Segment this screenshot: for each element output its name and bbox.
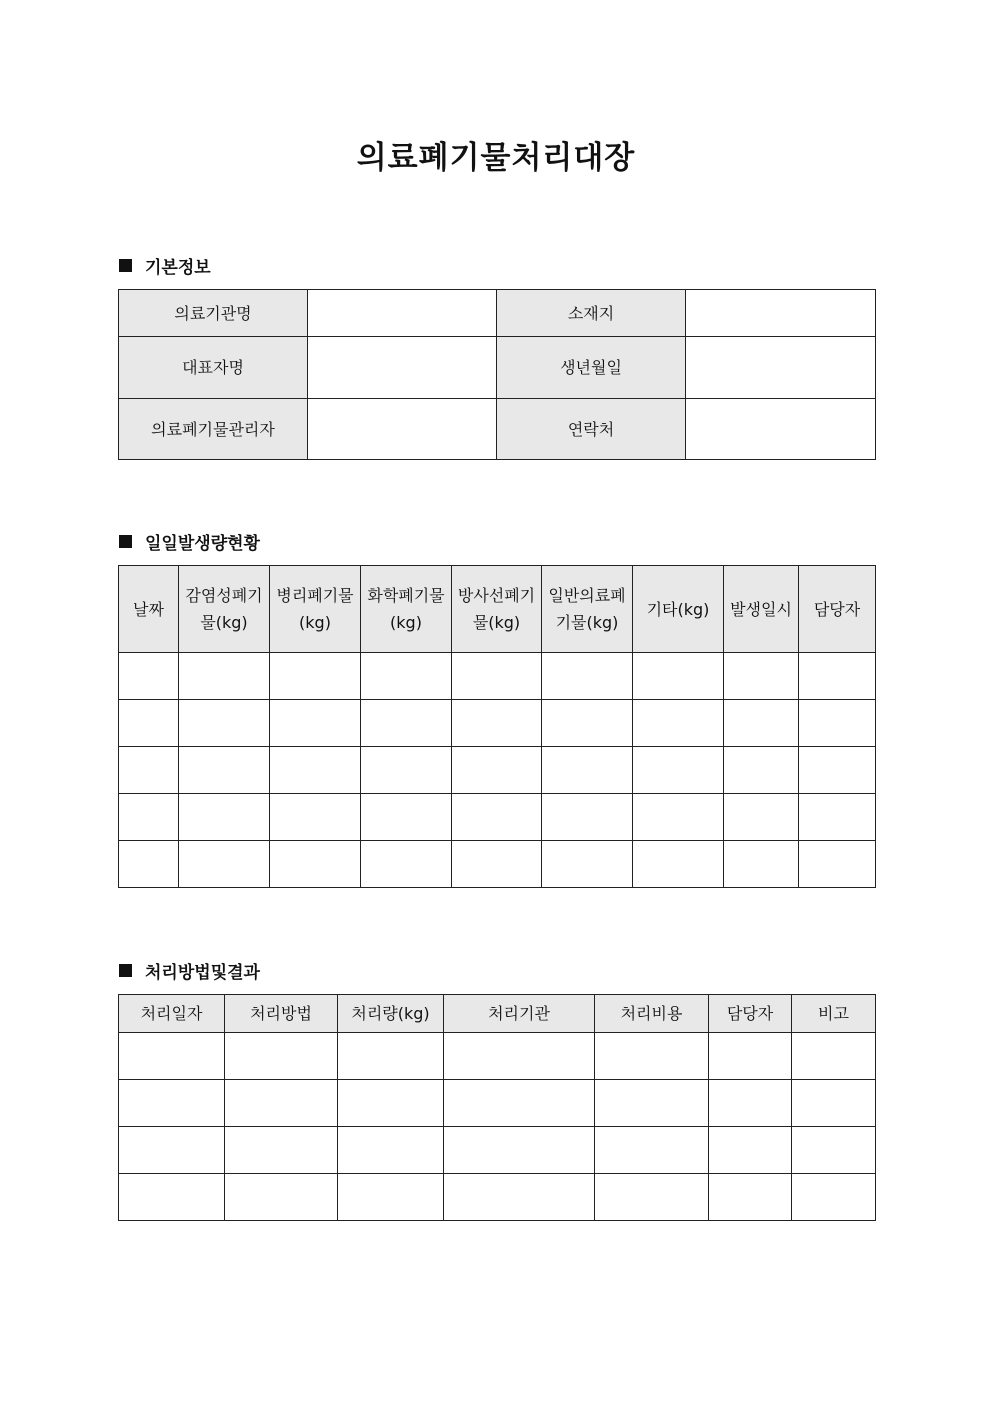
daily-table-body bbox=[119, 653, 876, 888]
contact-field[interactable] bbox=[686, 399, 876, 460]
table-row bbox=[119, 700, 876, 747]
column-header: 담당자 bbox=[709, 995, 792, 1033]
table-cell[interactable] bbox=[361, 841, 452, 888]
table-cell[interactable] bbox=[542, 747, 633, 794]
label-contact: 연락처 bbox=[497, 399, 686, 460]
label-birth-date: 생년월일 bbox=[497, 337, 686, 399]
table-cell[interactable] bbox=[270, 794, 361, 841]
table-cell[interactable] bbox=[724, 700, 799, 747]
table-cell[interactable] bbox=[270, 700, 361, 747]
section-heading-label: 처리방법및결과 bbox=[145, 962, 260, 983]
table-cell[interactable] bbox=[633, 794, 724, 841]
black-square-icon bbox=[119, 535, 132, 548]
table-cell[interactable] bbox=[595, 1080, 709, 1127]
table-cell[interactable] bbox=[452, 653, 542, 700]
table-cell[interactable] bbox=[338, 1127, 444, 1174]
section-heading-label: 기본정보 bbox=[145, 257, 211, 278]
table-cell[interactable] bbox=[179, 700, 270, 747]
table-cell[interactable] bbox=[633, 653, 724, 700]
table-row bbox=[119, 399, 876, 460]
table-cell[interactable] bbox=[270, 747, 361, 794]
column-header: 병리폐기물(kg) bbox=[270, 566, 361, 653]
table-cell[interactable] bbox=[119, 1127, 225, 1174]
table-cell[interactable] bbox=[338, 1080, 444, 1127]
table-row bbox=[119, 337, 876, 399]
table-cell[interactable] bbox=[633, 841, 724, 888]
column-header: 화학폐기물(kg) bbox=[361, 566, 452, 653]
table-cell[interactable] bbox=[444, 1127, 595, 1174]
table-cell[interactable] bbox=[595, 1033, 709, 1080]
table-cell[interactable] bbox=[799, 841, 876, 888]
section-heading-processing bbox=[119, 958, 260, 982]
label-representative-name: 대표자명 bbox=[119, 337, 308, 399]
table-row bbox=[119, 1080, 876, 1127]
table-cell[interactable] bbox=[338, 1033, 444, 1080]
column-header: 처리량(kg) bbox=[338, 995, 444, 1033]
table-cell[interactable] bbox=[119, 700, 179, 747]
table-cell[interactable] bbox=[119, 653, 179, 700]
column-header: 발생일시 bbox=[724, 566, 799, 653]
table-row bbox=[119, 1033, 876, 1080]
waste-manager-field[interactable] bbox=[308, 399, 497, 460]
table-cell[interactable] bbox=[792, 1174, 876, 1221]
table-cell[interactable] bbox=[799, 747, 876, 794]
table-cell[interactable] bbox=[270, 653, 361, 700]
table-cell[interactable] bbox=[542, 700, 633, 747]
label-institution-name: 의료기관명 bbox=[119, 290, 308, 337]
table-row bbox=[119, 841, 876, 888]
table-cell[interactable] bbox=[225, 1174, 338, 1221]
table-cell[interactable] bbox=[444, 1080, 595, 1127]
label-waste-manager: 의료폐기물관리자 bbox=[119, 399, 308, 460]
table-cell[interactable] bbox=[444, 1033, 595, 1080]
table-cell[interactable] bbox=[709, 1127, 792, 1174]
column-header: 일반의료폐기물(kg) bbox=[542, 566, 633, 653]
table-cell[interactable] bbox=[709, 1080, 792, 1127]
table-cell[interactable] bbox=[179, 747, 270, 794]
column-header: 날짜 bbox=[119, 566, 179, 653]
section-heading-label: 일일발생량현황 bbox=[145, 533, 260, 554]
table-row bbox=[119, 794, 876, 841]
table-cell[interactable] bbox=[724, 747, 799, 794]
table-cell[interactable] bbox=[542, 841, 633, 888]
black-square-icon bbox=[119, 964, 132, 977]
table-cell[interactable] bbox=[724, 841, 799, 888]
table-cell[interactable] bbox=[119, 1174, 225, 1221]
section-heading-basic-info bbox=[119, 253, 211, 277]
table-row bbox=[119, 747, 876, 794]
table-cell[interactable] bbox=[792, 1127, 876, 1174]
table-cell[interactable] bbox=[792, 1033, 876, 1080]
table-cell[interactable] bbox=[225, 1080, 338, 1127]
table-cell[interactable] bbox=[452, 700, 542, 747]
column-header: 기타(kg) bbox=[633, 566, 724, 653]
table-cell[interactable] bbox=[542, 794, 633, 841]
section-heading-daily bbox=[119, 529, 260, 553]
label-location: 소재지 bbox=[497, 290, 686, 337]
birth-date-field[interactable] bbox=[686, 337, 876, 399]
column-header: 처리비용 bbox=[595, 995, 709, 1033]
column-header: 처리일자 bbox=[119, 995, 225, 1033]
table-cell[interactable] bbox=[338, 1174, 444, 1221]
column-header: 담당자 bbox=[799, 566, 876, 653]
table-cell[interactable] bbox=[792, 1080, 876, 1127]
table-cell[interactable] bbox=[633, 747, 724, 794]
table-cell[interactable] bbox=[709, 1033, 792, 1080]
column-header: 비고 bbox=[792, 995, 876, 1033]
representative-name-field[interactable] bbox=[308, 337, 497, 399]
black-square-icon bbox=[119, 259, 132, 272]
table-cell[interactable] bbox=[225, 1127, 338, 1174]
table-cell[interactable] bbox=[361, 653, 452, 700]
table-cell[interactable] bbox=[452, 794, 542, 841]
table-cell[interactable] bbox=[179, 841, 270, 888]
table-cell[interactable] bbox=[225, 1033, 338, 1080]
table-cell[interactable] bbox=[119, 794, 179, 841]
table-cell[interactable] bbox=[452, 747, 542, 794]
table-cell[interactable] bbox=[444, 1174, 595, 1221]
processing-result-table bbox=[118, 994, 876, 1221]
table-cell[interactable] bbox=[119, 1033, 225, 1080]
processing-table-body bbox=[119, 1033, 876, 1221]
table-cell[interactable] bbox=[542, 653, 633, 700]
table-cell[interactable] bbox=[361, 747, 452, 794]
column-header: 감염성폐기물(kg) bbox=[179, 566, 270, 653]
table-cell[interactable] bbox=[724, 653, 799, 700]
table-cell[interactable] bbox=[724, 794, 799, 841]
table-cell[interactable] bbox=[595, 1174, 709, 1221]
table-row bbox=[119, 290, 876, 337]
column-header: 처리기관 bbox=[444, 995, 595, 1033]
table-cell[interactable] bbox=[595, 1127, 709, 1174]
table-cell[interactable] bbox=[633, 700, 724, 747]
table-cell[interactable] bbox=[709, 1174, 792, 1221]
table-row bbox=[119, 653, 876, 700]
basic-info-table bbox=[118, 289, 876, 460]
table-cell[interactable] bbox=[452, 841, 542, 888]
table-row bbox=[119, 1127, 876, 1174]
table-cell[interactable] bbox=[179, 653, 270, 700]
table-header-row bbox=[119, 566, 876, 653]
table-cell[interactable] bbox=[361, 794, 452, 841]
table-row bbox=[119, 1174, 876, 1221]
institution-name-field[interactable] bbox=[308, 290, 497, 337]
table-cell[interactable] bbox=[119, 1080, 225, 1127]
table-cell[interactable] bbox=[119, 747, 179, 794]
table-cell[interactable] bbox=[119, 841, 179, 888]
column-header: 처리방법 bbox=[225, 995, 338, 1033]
table-header-row bbox=[119, 995, 876, 1033]
table-cell[interactable] bbox=[799, 653, 876, 700]
table-cell[interactable] bbox=[799, 794, 876, 841]
table-cell[interactable] bbox=[799, 700, 876, 747]
table-cell[interactable] bbox=[179, 794, 270, 841]
page-title: 의료폐기물처리대장 bbox=[356, 140, 636, 176]
table-cell[interactable] bbox=[361, 700, 452, 747]
table-cell[interactable] bbox=[270, 841, 361, 888]
location-field[interactable] bbox=[686, 290, 876, 337]
column-header: 방사선폐기물(kg) bbox=[452, 566, 542, 653]
daily-generation-table bbox=[118, 565, 876, 888]
